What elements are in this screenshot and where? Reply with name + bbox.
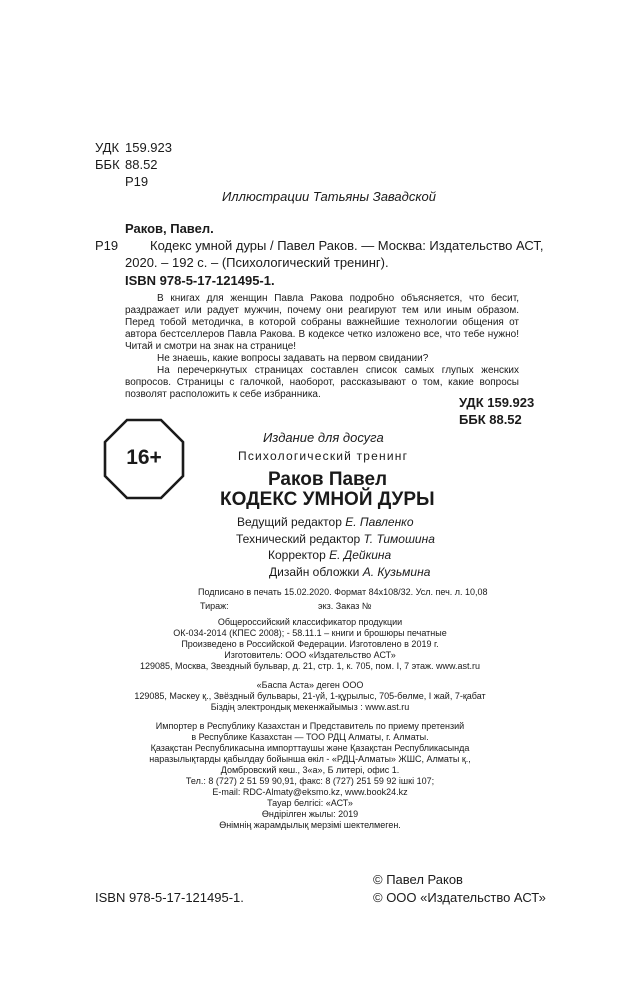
classifier-line-4: Изготовитель: ООО «Издательство АСТ» bbox=[224, 650, 396, 660]
kazakh-line-1: «Баспа Аста» деген ООО bbox=[256, 680, 364, 690]
series-name: Психологический тренинг bbox=[238, 449, 409, 463]
copyright-author: © Павел Раков bbox=[373, 872, 463, 887]
importer-line-5: Домбровский көш., 3«а», Б литері, офис 1. bbox=[220, 765, 400, 775]
print-signed: Подписано в печать 15.02.2020. Формат 84х108/32. Усл. печ. л. 10,08 bbox=[198, 587, 488, 597]
credit-lead-editor bbox=[237, 515, 414, 530]
importer-line-10: Өнімнің жарамдылық мерзімі шектелмеген. bbox=[219, 820, 401, 830]
author-mark: Р19 bbox=[125, 174, 149, 189]
annotation-paragraph-2: Не знаешь, какие вопросы задавать на первом свидании? bbox=[157, 353, 429, 364]
importer-line-9: Өндірілген жылы: 2019 bbox=[261, 809, 359, 819]
kazakh-line-3: Біздің электрондық мекенжайымыз : www.ast.ru bbox=[210, 702, 410, 712]
annotation-paragraph-1: В книгах для женщин Павла Ракова подробно объясняется, что бесит, раздражает или радует мужчин, почему они реагируют тем или иным образом. Перед тобой методичка, в которой собраны важнейшие технологии общения от автора бестселлеров Павла Ракова. В кодексе четко изложено все, что тебе нужно! Читай и смотри на знак на странице! bbox=[125, 293, 519, 352]
importer-line-3: Қазақстан Республикасына импорттаушы және Қазақстан Республикасында bbox=[150, 743, 470, 753]
bbk-value: 88.52 bbox=[125, 157, 158, 172]
credit-person: Т. Тимошина bbox=[363, 532, 435, 546]
bbk-right: ББК 88.52 bbox=[459, 412, 522, 427]
credit-proofreader bbox=[268, 548, 391, 563]
bib-isbn: ISBN 978-5-17-121495-1. bbox=[125, 273, 275, 288]
udk-label: УДК bbox=[95, 140, 120, 155]
credit-role: Ведущий редактор bbox=[237, 515, 342, 529]
udk-right: УДК 159.923 bbox=[459, 395, 535, 410]
bib-line-2: 2020. – 192 с. – (Психологический тренинг). bbox=[125, 255, 389, 270]
book-title: КОДЕКС УМНОЙ ДУРЫ bbox=[220, 489, 435, 510]
annotation-paragraph-3: На перечеркнутых страницах составлен список самых глупых женских вопросов. Страницы с галочкой, наоборот, рассказывают о том, какие вопросы позволят расположить к себе избранника. bbox=[125, 365, 519, 400]
credit-cover-design bbox=[269, 565, 430, 580]
credit-person: А. Кузьмина bbox=[362, 565, 431, 579]
annotation bbox=[125, 293, 519, 401]
credit-person: Е. Павленко bbox=[345, 515, 414, 529]
credit-role: Технический редактор bbox=[236, 532, 361, 546]
importer-line-8: Тауар белгісі: «АСТ» bbox=[267, 798, 353, 808]
author-name: Раков Павел bbox=[268, 469, 388, 490]
edition-type: Издание для досуга bbox=[263, 430, 384, 445]
footer-isbn: ISBN 978-5-17-121495-1. bbox=[95, 890, 244, 905]
bib-line-1: Кодекс умной дуры / Павел Раков. — Москва: Издательство АСТ, bbox=[150, 238, 544, 253]
print-order: экз. Заказ № bbox=[318, 601, 372, 611]
udk-value: 159.923 bbox=[125, 140, 172, 155]
credit-role: Дизайн обложки bbox=[269, 565, 360, 579]
copyright-publisher: © ООО «Издательство АСТ» bbox=[373, 890, 546, 905]
kazakh-line-2: 129085, Мәскеу қ., Звёздный бульвары, 21-үй, 1-құрылыс, 705-бөлме, I жай, 7-қабат bbox=[134, 691, 486, 701]
credit-role: Корректор bbox=[268, 548, 326, 562]
age-rating-label: 16+ bbox=[126, 446, 162, 469]
importer-line-7: E-mail: RDC-Almaty@eksmo.kz, www.book24.kz bbox=[212, 787, 408, 797]
print-run: Тираж: bbox=[200, 601, 229, 611]
importer-line-1: Импортер в Республику Казахстан и Представитель по приему претензий bbox=[155, 721, 465, 731]
importer-line-6: Тел.: 8 (727) 2 51 59 90,91, факс: 8 (727) 251 59 92 ішкі 107; bbox=[185, 776, 435, 786]
credit-person: Е. Дейкина bbox=[329, 548, 392, 562]
bbk-label: ББК bbox=[95, 157, 120, 172]
importer-line-2: в Республике Казахстан — ТОО РДЦ Алматы, г. Алматы. bbox=[191, 732, 429, 742]
author-heading: Раков, Павел. bbox=[125, 221, 214, 236]
illustrations-credit: Иллюстрации Татьяны Завадской bbox=[222, 189, 436, 204]
classifier-line-3: Произведено в Российской Федерации. Изготовлено в 2019 г. bbox=[181, 639, 439, 649]
bib-author-mark: Р19 bbox=[95, 238, 119, 253]
importer-line-4: наразылықтарды қабылдау бойынша өкіл - «РДЦ-Алматы» ЖШС, Алматы қ., bbox=[149, 754, 471, 764]
classifier-line-1: Общероссийский классификатор продукции bbox=[217, 617, 403, 627]
classifier-line-2: ОК-034-2014 (КПЕС 2008); - 58.11.1 – книги и брошюры печатные bbox=[173, 628, 447, 638]
classifier-line-5: 129085, Москва, Звездный бульвар, д. 21, стр. 1, к. 705, пом. I, 7 этаж. www.ast.ru bbox=[139, 661, 481, 671]
age-rating-badge bbox=[102, 417, 186, 501]
credit-tech-editor bbox=[236, 532, 435, 547]
